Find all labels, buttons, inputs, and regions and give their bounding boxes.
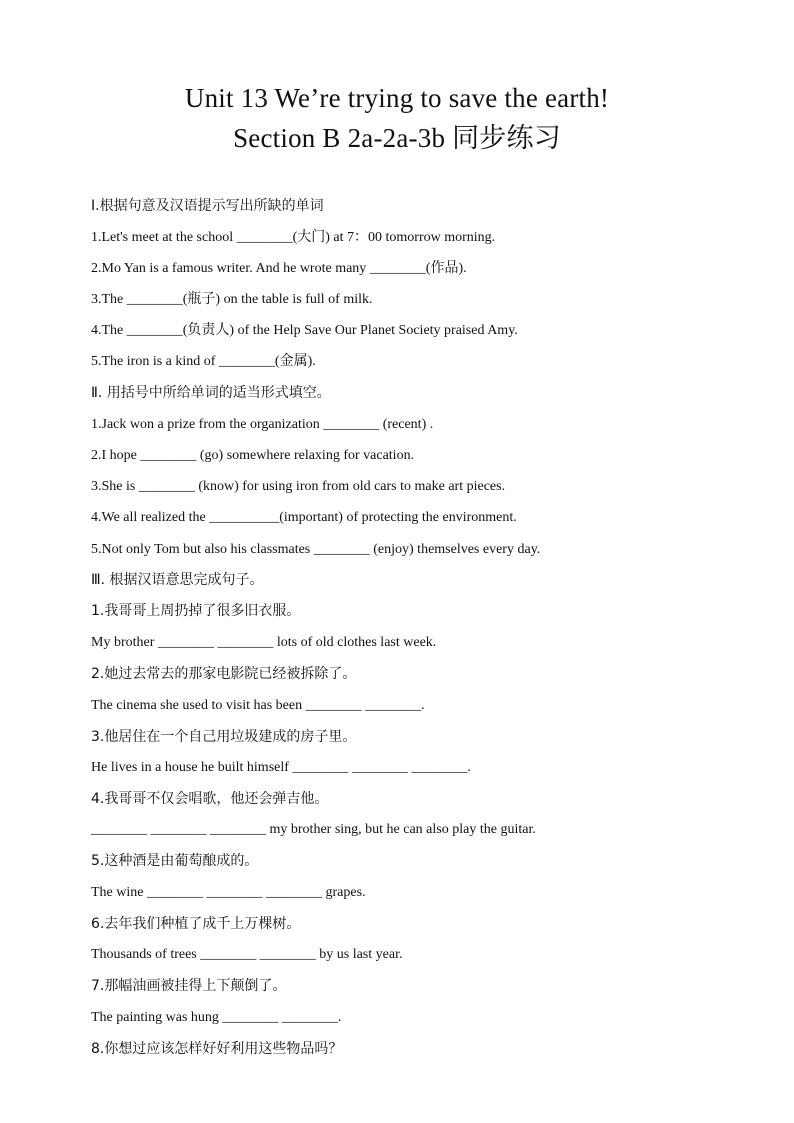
- section-1-item-2: 2.Mo Yan is a famous writer. And he wrote many ________(作品).: [91, 261, 467, 276]
- section-3-item-1-chinese: 1.我哥哥上周扔掉了很多旧衣服。: [91, 603, 301, 619]
- section-2-item-1: 1.Jack won a prize from the organization ________ (recent) .: [91, 417, 434, 432]
- section-2-item-4: 4.We all realized the __________(important) of protecting the environment.: [91, 510, 517, 525]
- section-3-item-1-english: My brother ________ ________ lots of old clothes last week.: [91, 635, 437, 650]
- section-3-item-7-english: The painting was hung ________ ________.: [91, 1010, 342, 1025]
- section-3-heading: Ⅲ. 根据汉语意思完成句子。: [91, 572, 264, 588]
- section-3-item-2-english: The cinema she used to visit has been ________ ________.: [91, 698, 425, 713]
- worksheet-title: Unit 13 We’re trying to save the earth!: [184, 83, 610, 113]
- section-1-item-5: 5.The iron is a kind of ________(金属).: [91, 354, 316, 369]
- section-1-item-3: 3.The ________(瓶子) on the table is full of milk.: [91, 292, 373, 307]
- section-3-item-4-chinese: 4.我哥哥不仅会唱歌，他还会弹吉他。: [91, 791, 329, 807]
- section-2-item-3: 3.She is ________ (know) for using iron from old cars to make art pieces.: [91, 479, 506, 494]
- section-3-item-5-english: The wine ________ ________ ________ grapes.: [91, 885, 366, 900]
- section-3-item-6-chinese: 6.去年我们种植了成千上万棵树。: [91, 916, 301, 932]
- section-3-item-4-english: ________ ________ ________ my brother sing, but he can also play the guitar.: [91, 822, 536, 837]
- section-3-item-3-english: He lives in a house he built himself ________ ________ ________.: [91, 760, 471, 775]
- section-3-item-8-chinese: 8.你想过应该怎样好好利用这些物品吗？: [91, 1041, 343, 1057]
- section-3-item-6-english: Thousands of trees ________ ________ by us last year.: [91, 947, 403, 962]
- section-2-heading: Ⅱ. 用括号中所给单词的适当形式填空。: [91, 385, 331, 401]
- section-3-item-7-chinese: 7.那幅油画被挂得上下颠倒了。: [91, 978, 287, 994]
- section-3-item-2-chinese: 2.她过去常去的那家电影院已经被拆除了。: [91, 666, 357, 682]
- section-3-item-3-chinese: 3.他居住在一个自己用垃圾建成的房子里。: [91, 729, 357, 745]
- section-2-item-5: 5.Not only Tom but also his classmates ________ (enjoy) themselves every day.: [91, 542, 541, 557]
- worksheet-subtitle: Section B 2a-2a-3b 同步练习: [233, 123, 561, 153]
- section-3-item-5-chinese: 5.这种酒是由葡萄酿成的。: [91, 853, 259, 869]
- section-2-item-2: 2.I hope ________ (go) somewhere relaxing for vacation.: [91, 448, 415, 463]
- section-1-item-4: 4.The ________(负责人) of the Help Save Our Planet Society praised Amy.: [91, 323, 518, 338]
- section-1-heading: Ⅰ.根据句意及汉语提示写出所缺的单词: [91, 198, 324, 214]
- section-1-item-1: 1.Let's meet at the school ________(大门) at 7：00 tomorrow morning.: [91, 230, 496, 245]
